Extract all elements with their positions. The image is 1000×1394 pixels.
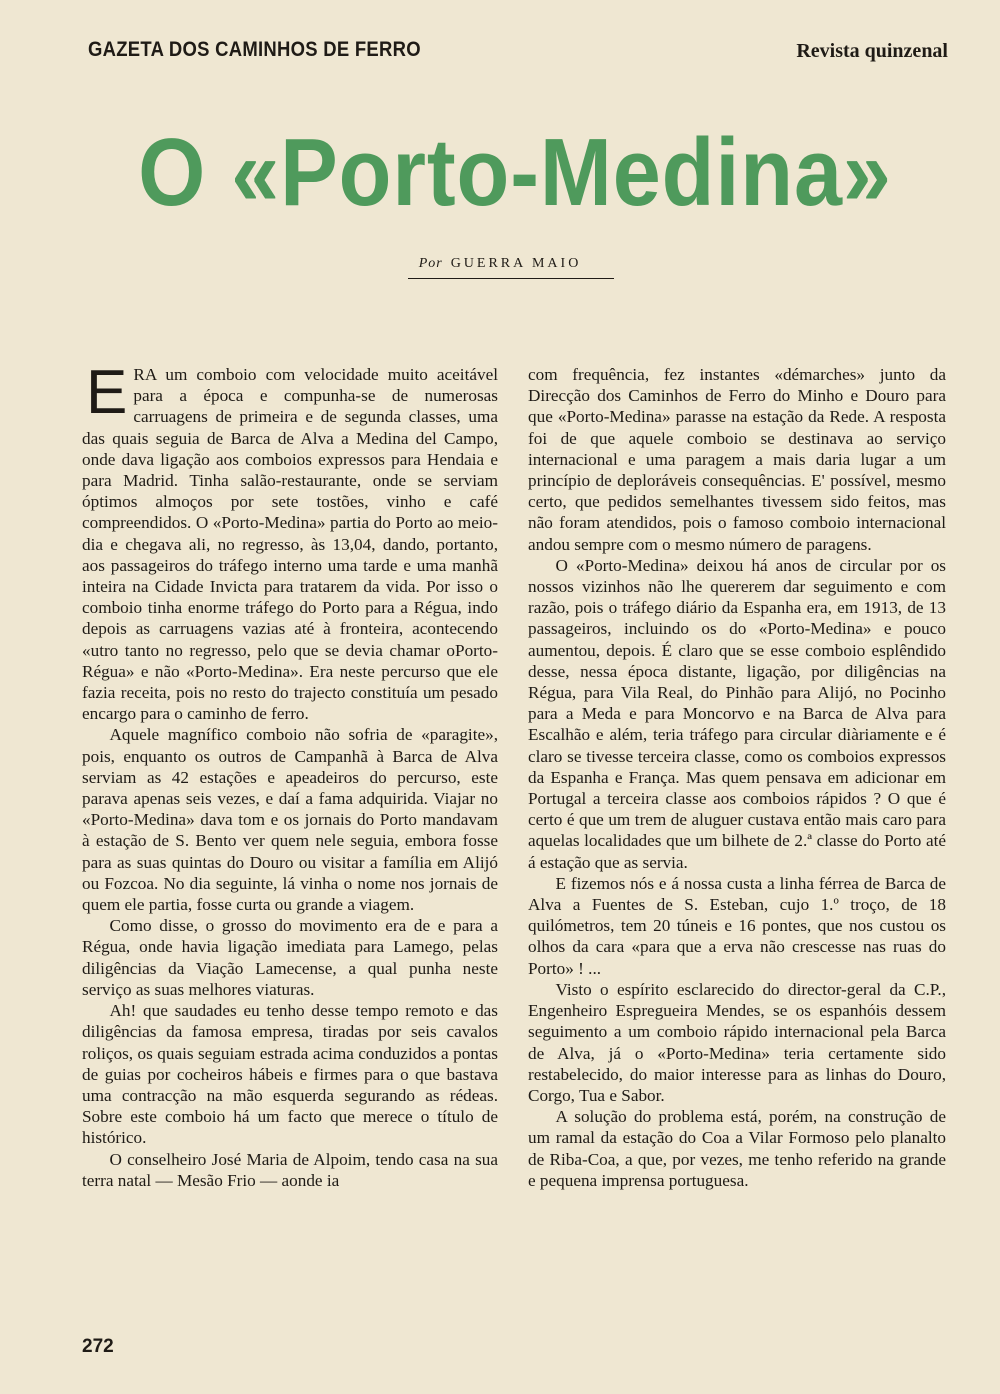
text-column-right bbox=[528, 364, 946, 1191]
article-title: O «Porto-Medina» bbox=[138, 119, 892, 226]
paragraph: Visto o espírito esclarecido do director-geral da C.P., Engenheiro Espregueira Mendes, se os espanhóis dessem seguimento a um comboio rápido internacional pela Barca de Alva, já o «Porto-Medina» teria certamente sido restabelecido, do maior interesse para as linhas do Douro, Corgo, Tua e Sabor. bbox=[528, 979, 946, 1105]
text-column-left bbox=[82, 358, 498, 1191]
paragraph bbox=[82, 358, 498, 724]
paragraph: O «Porto-Medina» deixou há anos de circular por os nossos vizinhos não lhe quererem dar seguimento e com razão, pois o tráfego diário da Espanha era, em 1913, de 13 passageiros, incluindo os do «Porto-Medina» e pouco aumentou, depois. É claro que se esse comboio esplêndido desse, nessa época distante, ligação, por diligências na Régua, para Vila Real, do Pinhão para Alijó, no Pocinho para a Meda e para Moncorvo e na Barca de Alva para Escalhão e além, teria tráfego para circular diàriamente e é claro se tivesse terceira classe, como os comboios expressos da Espanha e França. Mas quem pensava em adicionar em Portugal a terceira classe aos comboios rápidos ? O que é certo é que um trem de aluguer custava então mais caro para aquelas localidades que um bilhete de 2.ª classe do Porto até á estação que as servia. bbox=[528, 555, 946, 872]
paragraph: Ah! que saudades eu tenho desse tempo remoto e das diligências da famosa empresa, tiradas por seis cavalos roliços, os quais seguiam estrada acima conduzidos a pontas de guias por cocheiros hábeis e firmes para o que bastava uma contracção na mão esquerda segurando as rédeas. Sobre este comboio há um facto que merece o título de histórico. bbox=[82, 1001, 498, 1148]
paragraph: O conselheiro José Maria de Alpoim, tendo casa na sua terra natal — Mesão Frio — aonde ia bbox=[82, 1149, 498, 1190]
byline-author: GUERRA MAIO bbox=[450, 256, 582, 271]
drop-cap: E bbox=[86, 358, 128, 427]
publication-name: GAZETA DOS CAMINHOS DE FERRO bbox=[88, 38, 421, 61]
paragraph: com frequência, fez instantes «démarches» junto da Direcção dos Caminhos de Ferro do Minho e Douro para que «Porto-Medina» parasse na estação da Rede. A resposta foi de que aquele comboio se destinava ao serviço internacional e uma paragem a mais daria lugar a um princípio de deploráveis consequências. E' possível, mesmo certo, que pedidos semelhantes tivessem sido feitos, mas não foram atendidos, pois o famoso comboio internacional andou sempre com o mesmo número de paragens. bbox=[528, 365, 946, 554]
publication-frequency: Revista quinzenal bbox=[796, 40, 948, 62]
paragraph-text: RA um comboio com velocidade muito aceitável para a época e compunha-se de numerosas carruagens de primeira e de segunda classes, uma das quais seguia de Barca de Alva a Medina del Campo, onde dava ligação aos comboios expressos para Hendaia e para Madrid. Tinha salão-restaurante, onde se serviam óptimos almoços por sete tostões, vinho e café compreendidos. O «Porto-Medina» partia do Porto ao meio-dia e chegava ali, no regresso, às 13,04, dando, portanto, aos passageiros do tráfego interno uma tarde e uma manhã inteira na Cidade Invicta para tratarem da vida. Por isso o comboio tinha enorme tráfego do Porto para a Régua, indo depois as carruagens vazias até à fronteira, acontecendo «utro tanto no regresso, pelo que se devia chamar oPorto-Régua» e não «Porto-Medina». Era neste percurso que ele fazia receita, pois no resto do trajecto constituía um pesado encargo para o caminho de ferro. bbox=[82, 365, 498, 724]
paragraph: E fizemos nós e á nossa custa a linha férrea de Barca de Alva a Fuentes de S. Esteban, cujo 1.º troço, de 18 quilómetros, tem 20 túneis e 16 pontes, que nos custou os olhos da cara «para que a erva não crescesse nas ruas do Porto» ! ... bbox=[528, 873, 946, 978]
paragraph: Como disse, o grosso do movimento era de e para a Régua, onde havia ligação imediata para Lamego, pelas diligências da Viação Lamecense, a qual punha neste serviço as suas melhores viaturas. bbox=[82, 916, 498, 999]
page-number: 272 bbox=[82, 1336, 114, 1357]
byline-prefix: Por bbox=[418, 256, 443, 271]
byline bbox=[0, 256, 1000, 272]
paragraph: A solução do problema está, porém, na construção de um ramal da estação do Coa a Vilar Formoso pelo planalto de Riba-Coa, a que, por vezes, me tenho referido na grande e pequena imprensa portuguesa. bbox=[528, 1107, 946, 1190]
paragraph: Aquele magnífico comboio não sofria de «paragite», pois, enquanto os outros de Campanhã à Barca de Alva serviam as 42 estações e apeadeiros do percurso, este parava apenas seis vezes, e daí a fama adquirida. Viajar no «Porto-Medina» dava tom e os jornais do Porto mandavam à estação de S. Bento ver quem nele seguia, embora fosse para as suas quintas do Douro ou visitar a família em Alijó ou Fozcoa. No dia seguinte, lá vinha o nome nos jornais de quem ele partia, fosse curta ou grande a viagem. bbox=[82, 725, 498, 915]
byline-underline bbox=[408, 278, 614, 279]
